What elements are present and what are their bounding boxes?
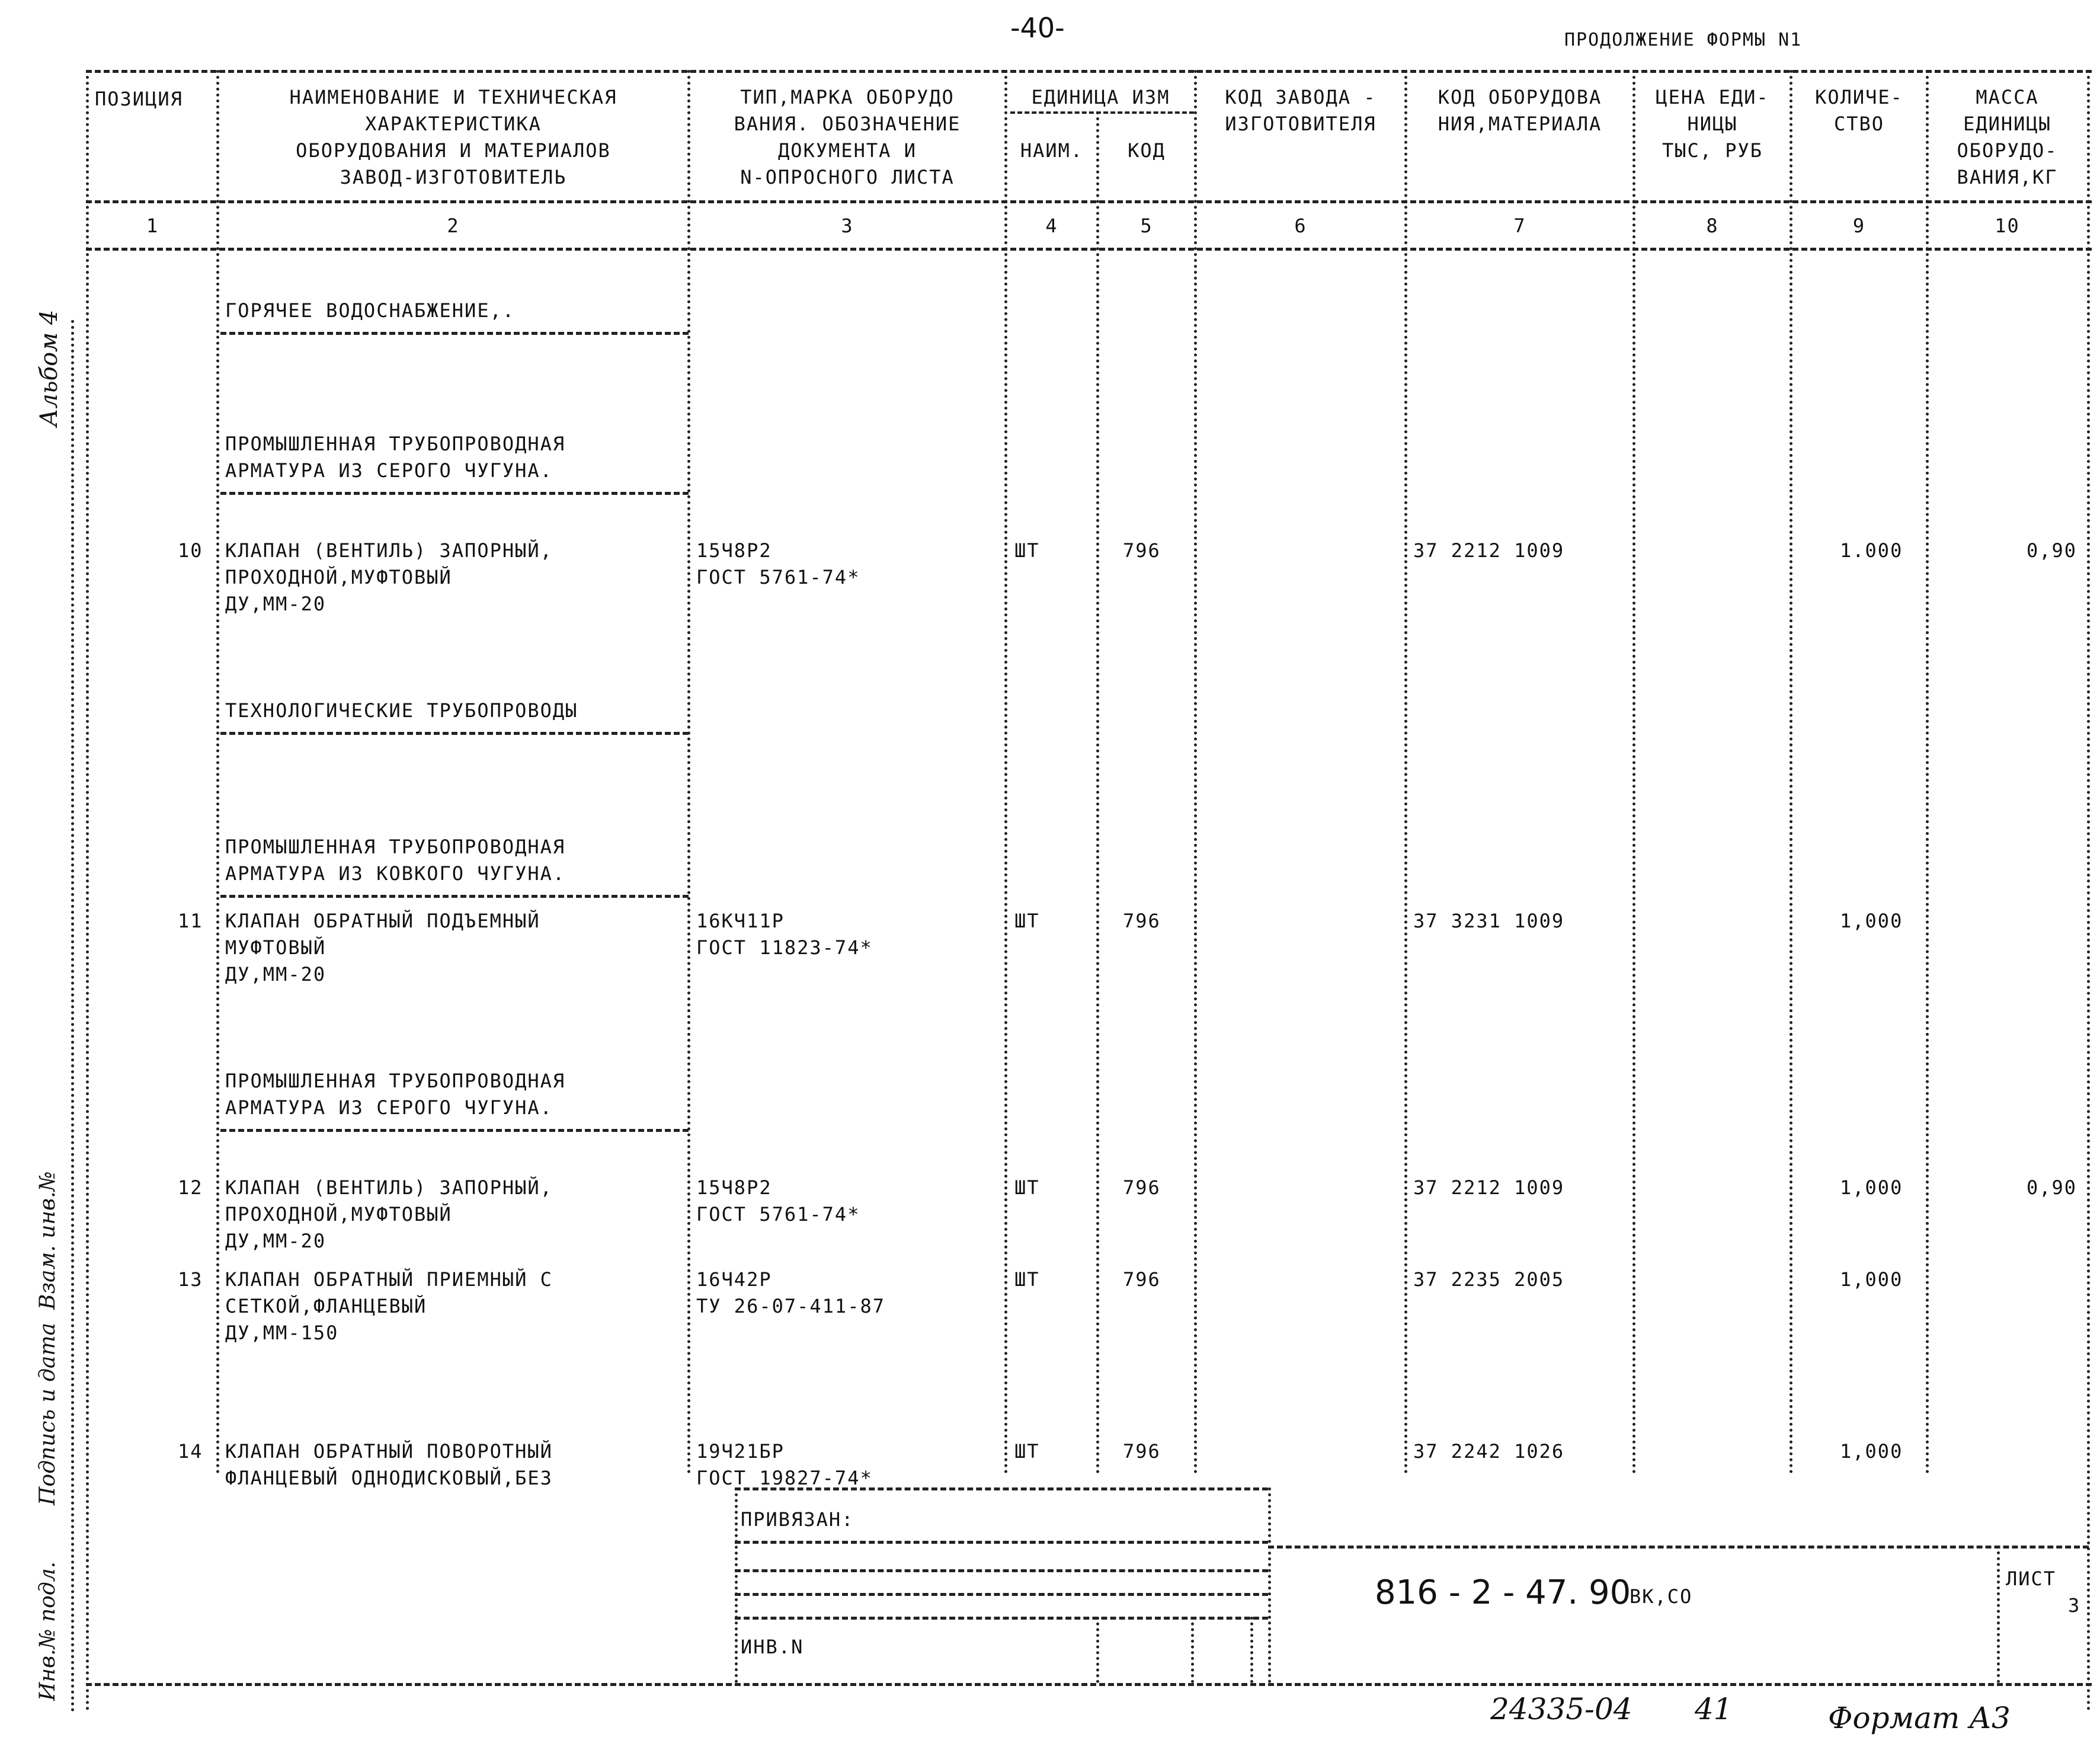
header-mass-3: ОБОРУДО- xyxy=(1957,139,2058,162)
stamp-sep-sheet xyxy=(1997,1546,2000,1683)
row12-unit: ШТ xyxy=(1014,1176,1040,1199)
header-name-line3: ОБОРУДОВАНИЯ И МАТЕРИАЛОВ xyxy=(296,139,611,162)
row11-name-3: ДУ,ММ-20 xyxy=(225,963,326,986)
row13-name-3: ДУ,ММ-150 xyxy=(225,1322,339,1344)
header-unit: ЕДИНИЦА ИЗМ xyxy=(1031,86,1170,108)
section-malleable-iron-rule xyxy=(220,895,689,898)
row13-pos: 13 xyxy=(178,1268,203,1291)
row12-type-2: ГОСТ 5761-74* xyxy=(696,1203,860,1226)
col-sep-2 xyxy=(687,70,690,1474)
header-equip-code-1: КОД ОБОРУДОВА xyxy=(1438,86,1602,108)
stamp-sep-a xyxy=(735,1487,738,1683)
colnum-10: 10 xyxy=(1995,215,2020,237)
row14-name-2: ФЛАНЦЕВЫЙ ОДНОДИСКОВЫЙ,БЕЗ xyxy=(225,1467,553,1489)
colnum-1: 1 xyxy=(146,215,159,237)
row10-unit: ШТ xyxy=(1014,539,1040,562)
col-sep-8 xyxy=(1790,70,1792,1474)
colnum-5: 5 xyxy=(1140,215,1153,237)
footer-page: 41 xyxy=(1695,1692,1733,1726)
row11-pos: 11 xyxy=(178,910,203,932)
header-name-line1: НАИМЕНОВАНИЕ И ТЕХНИЧЕСКАЯ xyxy=(289,86,617,108)
row13-name-1: КЛАПАН ОБРАТНЫЙ ПРИЕМНЫЙ С xyxy=(225,1268,553,1291)
header-type-line2: ВАНИЯ. ОБОЗНАЧЕНИЕ xyxy=(734,113,961,135)
row14-equip: 37 2242 1026 xyxy=(1413,1440,1565,1463)
header-mass-1: МАССА xyxy=(1976,86,2039,108)
header-price-3: ТЫС, РУБ xyxy=(1662,139,1763,162)
stamp-rule-4 xyxy=(735,1593,1268,1596)
stamp-sep-e xyxy=(1250,1617,1253,1683)
stamp-rule-main xyxy=(1268,1546,2089,1549)
colnum-8: 8 xyxy=(1706,215,1719,237)
stamp-rule-3 xyxy=(735,1569,1268,1572)
col-sep-10 xyxy=(2087,70,2090,1711)
col-sep-0 xyxy=(86,70,89,1711)
section-tech-pipes-rule xyxy=(220,732,689,735)
header-factory-code-2: ИЗГОТОВИТЕЛЯ xyxy=(1225,113,1376,135)
row13-code: 796 xyxy=(1123,1268,1161,1291)
row11-code: 796 xyxy=(1123,910,1161,932)
row12-qty: 1,000 xyxy=(1840,1176,1903,1199)
colnum-4: 4 xyxy=(1045,215,1058,237)
row11-name-1: КЛАПАН ОБРАТНЫЙ ПОДЪЕМНЫЙ xyxy=(225,910,540,932)
section-gray-iron-2: ПРОМЫШЛЕННАЯ ТРУБОПРОВОДНАЯ xyxy=(225,1070,566,1092)
row12-name-1: КЛАПАН (ВЕНТИЛЬ) ЗАПОРНЫЙ, xyxy=(225,1176,553,1199)
col-sep-6 xyxy=(1404,70,1407,1474)
section-hot-water: ГОРЯЧЕЕ ВОДОСНАБЖЕНИЕ,. xyxy=(225,299,516,322)
col-sep-3 xyxy=(1004,70,1007,1474)
format-label: Формат А3 xyxy=(1828,1701,2011,1735)
section-gray-iron-1b: АРМАТУРА ИЗ СЕРОГО ЧУГУНА. xyxy=(225,459,553,482)
col-sep-1 xyxy=(216,70,219,1474)
col-sep-4 xyxy=(1096,111,1099,1474)
row11-unit: ШТ xyxy=(1014,910,1040,932)
row13-type-2: ТУ 26-07-411-87 xyxy=(696,1295,885,1317)
header-mass-2: ЕДИНИЦЫ xyxy=(1963,113,2051,135)
row10-pos: 10 xyxy=(178,539,203,562)
col-sep-7 xyxy=(1632,70,1635,1474)
section-malleable-iron: ПРОМЫШЛЕННАЯ ТРУБОПРОВОДНАЯ xyxy=(225,836,566,858)
header-type-line3: ДОКУМЕНТА И xyxy=(778,139,917,162)
row10-code: 796 xyxy=(1123,539,1161,562)
row14-qty: 1,000 xyxy=(1840,1440,1903,1463)
header-name-line2: ХАРАКТЕРИСТИКА xyxy=(365,113,542,135)
section-malleable-iron-b: АРМАТУРА ИЗ КОВКОГО ЧУГУНА. xyxy=(225,862,566,885)
header-mass-4: ВАНИЯ,КГ xyxy=(1957,166,2058,188)
row10-name-1: КЛАПАН (ВЕНТИЛЬ) ЗАПОРНЫЙ, xyxy=(225,539,553,562)
header-qty-2: СТВО xyxy=(1833,113,1885,135)
header-price-2: НИЦЫ xyxy=(1687,113,1738,135)
row14-pos: 14 xyxy=(178,1440,203,1463)
continuation-title: ПРОДОЛЖЕНИЕ ФОРМЫ N1 xyxy=(1564,30,1803,50)
row13-equip: 37 2235 2005 xyxy=(1413,1268,1565,1291)
section-hot-water-rule xyxy=(220,332,689,335)
page-number: -40- xyxy=(1010,12,1065,44)
section-gray-iron-rule xyxy=(220,492,689,495)
header-equip-code-2: НИЯ,МАТЕРИАЛА xyxy=(1438,113,1602,135)
sheet-label: ЛИСТ xyxy=(2006,1567,2057,1590)
row12-mass: 0,90 xyxy=(2027,1176,2077,1199)
row11-name-2: МУФТОВЫЙ xyxy=(225,936,326,959)
colnum-6: 6 xyxy=(1294,215,1307,237)
row13-name-2: СЕТКОЙ,ФЛАНЦЕВЫЙ xyxy=(225,1295,427,1317)
header-name-line4: ЗАВОД-ИЗГОТОВИТЕЛЬ xyxy=(340,166,567,188)
document-code: 816 - 2 - 47. 90 xyxy=(1375,1573,1631,1612)
section-gray-iron-2-rule xyxy=(220,1129,689,1132)
row13-unit: ШТ xyxy=(1014,1268,1040,1291)
row12-pos: 12 xyxy=(178,1176,203,1199)
row11-type-2: ГОСТ 11823-74* xyxy=(696,936,873,959)
row10-type-2: ГОСТ 5761-74* xyxy=(696,566,860,588)
section-tech-pipes: ТЕХНОЛОГИЧЕСКИЕ ТРУБОПРОВОДЫ xyxy=(225,699,578,722)
row14-type-2: ГОСТ 19827-74* xyxy=(696,1467,873,1489)
page-bottom-rule xyxy=(86,1683,2092,1686)
side-border xyxy=(71,320,74,1713)
inventory-number: 24335-04 xyxy=(1490,1692,1632,1726)
row10-mass: 0,90 xyxy=(2027,539,2077,562)
stamp-privyazan: ПРИВЯЗАН: xyxy=(741,1508,854,1531)
row11-equip: 37 3231 1009 xyxy=(1413,910,1565,932)
stamp-sep-d xyxy=(1191,1617,1194,1683)
stamp-top-rule xyxy=(735,1487,1268,1490)
col-sep-5 xyxy=(1194,70,1197,1474)
stamp-sep-c xyxy=(1096,1617,1099,1683)
side-label-inv: Инв.№ подл. xyxy=(36,1561,60,1701)
album-label: Альбом 4 xyxy=(36,309,63,427)
row13-type-1: 16Ч42Р xyxy=(696,1268,772,1291)
document-code-suffix: ВК,СО xyxy=(1630,1585,1693,1608)
stamp-inv: ИНВ.N xyxy=(741,1636,804,1658)
row13-qty: 1,000 xyxy=(1840,1268,1903,1291)
header-qty-1: КОЛИЧЕ- xyxy=(1815,86,1903,108)
stamp-rule-5 xyxy=(735,1617,1268,1620)
row10-qty: 1.000 xyxy=(1840,539,1903,562)
header-factory-code-1: КОД ЗАВОДА - xyxy=(1225,86,1376,108)
header-type-line4: N-ОПРОСНОГО ЛИСТА xyxy=(740,166,955,188)
row14-type-1: 19Ч21БР xyxy=(696,1440,785,1463)
header-position: ПОЗИЦИЯ xyxy=(95,88,183,110)
header-unit-code: КОД xyxy=(1128,139,1166,162)
row12-equip: 37 2212 1009 xyxy=(1413,1176,1565,1199)
header-type-line1: ТИП,МАРКА ОБОРУДО xyxy=(740,86,955,108)
row12-code: 796 xyxy=(1123,1176,1161,1199)
colnum-7: 7 xyxy=(1513,215,1526,237)
section-gray-iron-2b: АРМАТУРА ИЗ СЕРОГО ЧУГУНА. xyxy=(225,1096,553,1119)
stamp-sep-b xyxy=(1268,1487,1271,1683)
colnum-2: 2 xyxy=(447,215,460,237)
row11-qty: 1,000 xyxy=(1840,910,1903,932)
colnum-9: 9 xyxy=(1852,215,1866,237)
row14-name-1: КЛАПАН ОБРАТНЫЙ ПОВОРОТНЫЙ xyxy=(225,1440,553,1463)
side-label-sign: Подпись и дата xyxy=(36,1323,60,1505)
row11-type-1: 16КЧ11Р xyxy=(696,910,785,932)
colnum-3: 3 xyxy=(841,215,854,237)
col-sep-9 xyxy=(1926,70,1929,1474)
row10-type-1: 15Ч8Р2 xyxy=(696,539,772,562)
stamp-rule-2 xyxy=(735,1541,1268,1544)
header-price-1: ЦЕНА ЕДИ- xyxy=(1656,86,1769,108)
row14-code: 796 xyxy=(1123,1440,1161,1463)
side-label-replace: Взам. инв.№ xyxy=(36,1171,60,1310)
unit-split-rule xyxy=(1010,111,1194,114)
row10-equip: 37 2212 1009 xyxy=(1413,539,1565,562)
row10-name-2: ПРОХОДНОЙ,МУФТОВЫЙ xyxy=(225,566,452,588)
header-unit-name: НАИМ. xyxy=(1020,139,1084,162)
row12-name-2: ПРОХОДНОЙ,МУФТОВЫЙ xyxy=(225,1203,452,1226)
section-gray-iron-1: ПРОМЫШЛЕННАЯ ТРУБОПРОВОДНАЯ xyxy=(225,433,566,455)
row12-type-1: 15Ч8Р2 xyxy=(696,1176,772,1199)
row14-unit: ШТ xyxy=(1014,1440,1040,1463)
row12-name-3: ДУ,ММ-20 xyxy=(225,1230,326,1252)
row10-name-3: ДУ,ММ-20 xyxy=(225,593,326,615)
sheet-number: 3 xyxy=(2068,1594,2081,1617)
